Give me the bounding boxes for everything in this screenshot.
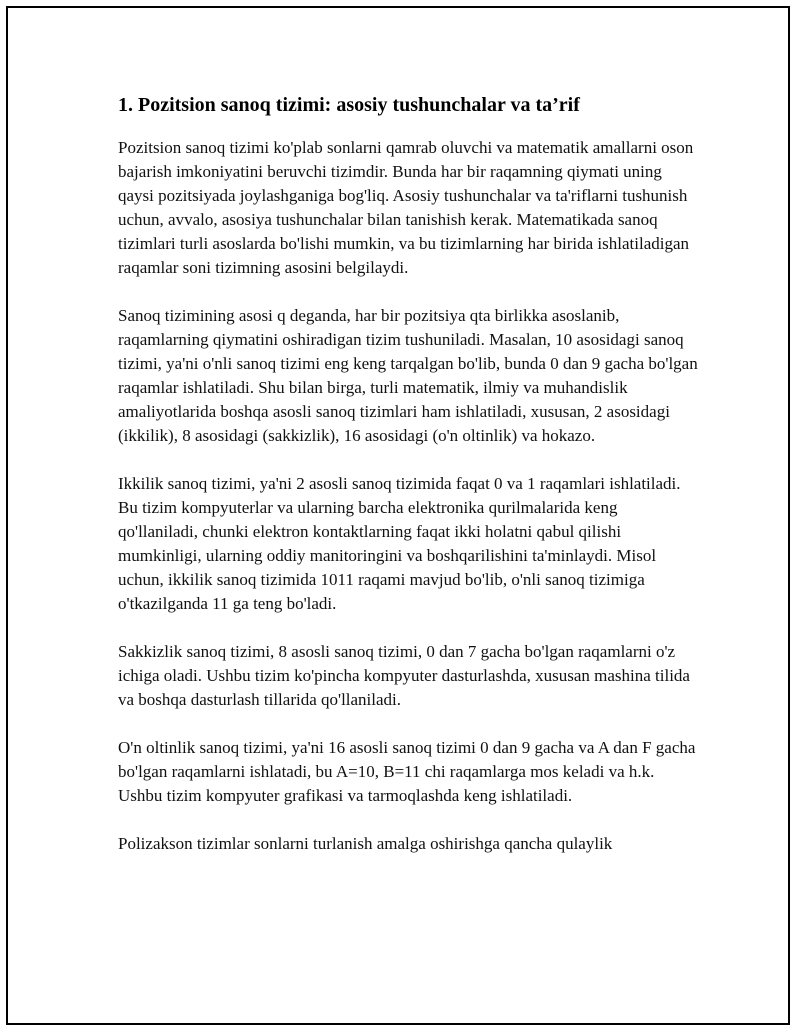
paragraph-base-definition: Sanoq tizimining asosi q deganda, har bir pozitsiya qta birlikka asoslanib, raqamlarning qiymatini oshiradigan tizim tushuniladi. Masalan, 10 asosidagi sanoq tizimi, ya'ni o'nli sanoq tizimi eng keng tarqalgan bo'lib, bunda 0 dan 9 gacha bo'lgan raqamlar ishlatiladi. Shu bilan birga, turli matematik, ilmiy va muhandislik amaliyotlarida boshqa asosli sanoq tizimlari ham ishlatiladi, xususan, 2 asosidagi (ikkilik), 8 asosidagi (sakkizlik), 16 asosidagi (o'n oltinlik) va hokazo. (118, 306, 698, 445)
paragraph-intro: Pozitsion sanoq tizimi ko'plab sonlarni qamrab oluvchi va matematik amallarni oson bajarish imkoniyatini beruvchi tizimdir. Bunda har bir raqamning qiymati uning qaysi pozitsiyada joylashganiga bog'liq. Asosiy tushunchalar va ta'riflarni tushunish uchun, avvalo, asosiya tushunchalar bilan tanishish kerak. Matematikada sanoq tizimlari turli asoslarda bo'lishi mumkin, va bu tizimlarning har birida ishlatiladigan raqamlar soni tizimning asosini belgilaydi. (118, 138, 694, 277)
paragraph-binary: Ikkilik sanoq tizimi, ya'ni 2 asosli sanoq tizimida faqat 0 va 1 raqamlari ishlatiladi. Bu tizim kompyuterlar va ularning barcha elektronika qurilmalarida keng qo'llaniladi, chunki elektron kontaktlarning faqat ikki holatni qabul qilishi mumkinligi, ularning oddiy manitoringini va boshqarilishini ta'minlaydi. Misol uchun, ikkilik sanoq tizimida 1011 raqami mavjud bo'lib, o'nli sanoq tizimiga o'tkazilganda 11 ga teng bo'ladi. (118, 474, 681, 613)
paragraph-octal: Sakkizlik sanoq tizimi, 8 asosli sanoq tizimi, 0 dan 7 gacha bo'lgan raqamlarni o'z ichiga oladi. Ushbu tizim ko'pincha kompyuter dasturlashda, xususan mashina tilida va boshqa dasturlash tillarida qo'llaniladi. (118, 642, 690, 709)
paragraph-truncated: Polizakson tizimlar sonlarni turlanish amalga oshirishga qancha qulaylik (118, 834, 613, 853)
section-heading: 1. Pozitsion sanoq tizimi: asosiy tushunchalar va ta’rif (118, 94, 580, 116)
document-body (118, 92, 698, 880)
paragraph-hexadecimal: O'n oltinlik sanoq tizimi, ya'ni 16 asosli sanoq tizimi 0 dan 9 gacha va A dan F gacha bo'lgan raqamlarni ishlatadi, bu A=10, B=11 chi raqamlarga mos keladi va h.k. Ushbu tizim kompyuter grafikasi va tarmoqlashda keng ishlatiladi. (118, 738, 696, 805)
